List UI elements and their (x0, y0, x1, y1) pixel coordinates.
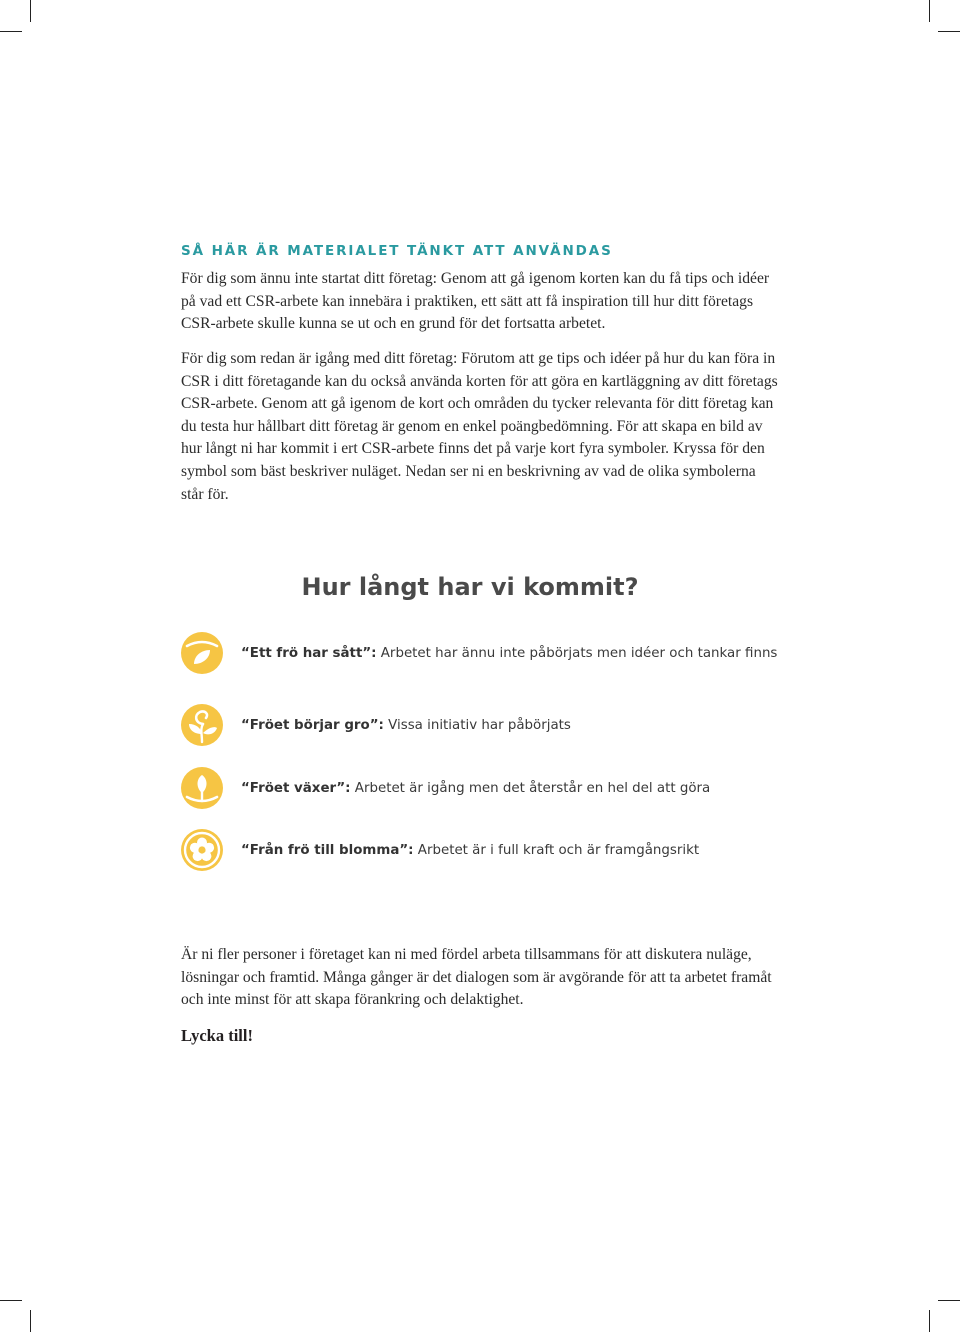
crop-mark (938, 31, 960, 32)
stage-item-flower (181, 829, 699, 871)
stage-description: Arbetet har ännu inte påbörjats men idéer och tankar finns (376, 645, 778, 661)
crop-mark (0, 31, 22, 32)
crop-mark (929, 1310, 930, 1332)
section-heading: SÅ HÄR ÄR MATERIALET TÄNKT ATT ANVÄNDAS (181, 243, 613, 259)
stage-text (241, 843, 699, 858)
seed-icon (181, 632, 223, 674)
crop-mark (0, 1300, 22, 1301)
sprout-icon (181, 704, 223, 746)
closing-text: Lycka till! (181, 1026, 253, 1045)
crop-mark (929, 0, 930, 22)
stage-text (241, 781, 710, 796)
stage-item-growing (181, 767, 710, 809)
crop-mark (30, 1310, 31, 1332)
crop-mark (938, 1300, 960, 1301)
stage-name: “Fröet växer”: (241, 780, 351, 796)
stage-description: Vissa initiativ har påbörjats (383, 717, 571, 733)
stage-description: Arbetet är i full kraft och är framgångsrikt (413, 842, 700, 858)
stage-name: “Från frö till blomma”: (241, 842, 414, 858)
intro-paragraph-new-business: För dig som ännu inte startat ditt företag: Genom att gå igenom korten kan du få tips och idéer på vad ett CSR-arbete kan innebära i praktiken, ett sätt att få inspiration till hur ditt företags CSR-arbete skulle kunna se ut och en grund för det fortsatta arbetet. (181, 270, 770, 333)
stage-name: “Ett frö har sått”: (241, 645, 377, 661)
stage-name: “Fröet börjar gro”: (241, 717, 384, 733)
intro-paragraph-existing-business: För dig som redan är igång med ditt företag: Förutom att ge tips och idéer på hur du kan föra in CSR i ditt företagande kan du också använda korten för att göra en kartläggning av ditt företags CSR-arbete. Genom att gå igenom de kort och områden du tycker relevanta för ditt företag kan du testa hur hållbart ditt företag är genom en enkel poängbedömning. För att skapa en bild av hur långt ni har kommit i ert CSR-arbete finns det på varje kort fyra symboler. Kryssa för den symbol som bäst beskriver nuläget. Nedan ser ni en beskrivning av vad de olika symbolerna står för. (181, 350, 778, 503)
stage-item-seed (181, 632, 777, 674)
flower-icon (181, 829, 223, 871)
stage-text (241, 646, 777, 661)
stage-text (241, 718, 571, 733)
progress-title: Hur långt har vi kommit? (301, 573, 639, 601)
stage-item-sprout (181, 704, 571, 746)
growing-plant-icon (181, 767, 223, 809)
stage-description: Arbetet är igång men det återstår en hel del att göra (350, 780, 711, 796)
crop-mark (30, 0, 31, 22)
collaboration-paragraph: Är ni fler personer i företaget kan ni med fördel arbeta tillsammans för att diskutera nuläge, lösningar och framtid. Många gånger är det dialogen som är avgörande för att ta arbetet framåt och inte minst för att skapa förankring och delaktighet. (181, 946, 772, 1009)
